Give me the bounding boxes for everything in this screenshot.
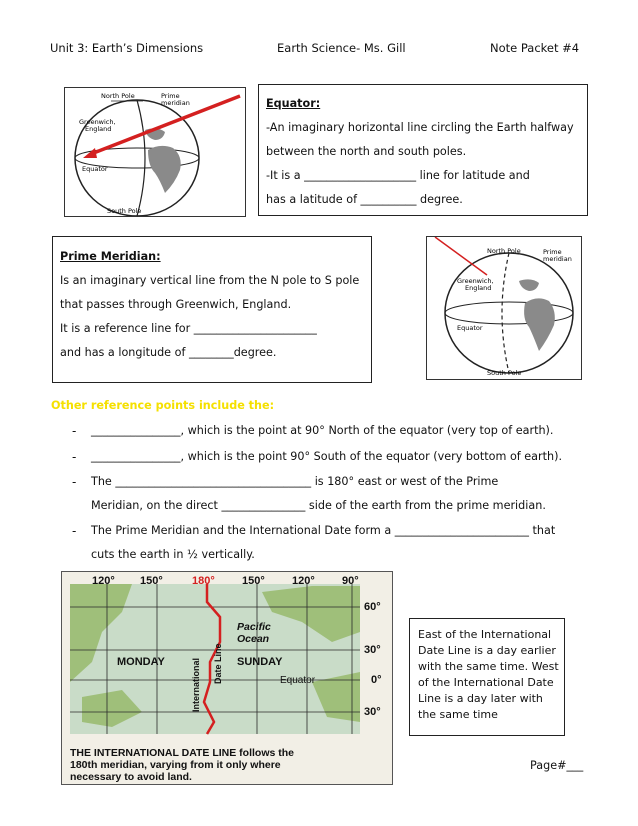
equator-line-3: -It is a ____________________ line for latitude and <box>266 169 530 182</box>
equator-line-1: -An imaginary horizontal line circling the Earth halfway <box>266 121 574 134</box>
globe-image-2 <box>426 236 582 380</box>
map-caption-1: THE INTERNATIONAL DATE LINE follows the <box>70 747 294 759</box>
bullet-dash-1: - <box>72 424 77 438</box>
globe2-prime-meridian-1: Prime <box>543 248 562 256</box>
globe2-greenwich-1: Greenwich, <box>457 277 494 285</box>
prime-line-1: Is an imaginary vertical line from the N pole to S pole <box>60 274 360 287</box>
lon-label-6: 90° <box>342 575 359 587</box>
lat-label-3: 0° <box>371 674 382 686</box>
south-pole-item: ________________, which is the point 90° South of the equator (very bottom of earth). <box>91 450 563 463</box>
prime-line-3: It is a reference line for ______________________ <box>60 322 317 335</box>
equator-line-4: has a latitude of __________ degree. <box>266 193 463 206</box>
north-pole-item: ________________, which is the point at 90° North of the equator (very top of earth). <box>91 424 554 437</box>
bullet-dash-4: - <box>72 524 77 538</box>
pacific-label-1: Pacific <box>237 621 271 633</box>
globe1-south-pole: South Pole <box>107 207 142 215</box>
lon-label-4: 150° <box>242 575 265 587</box>
globe-diagram-1 <box>65 88 245 216</box>
bullet-dash-3: - <box>72 475 77 489</box>
globe-diagram-2 <box>427 237 581 379</box>
lon-label-2: 150° <box>140 575 163 587</box>
header-packet: Note Packet #4 <box>490 41 580 55</box>
globe2-south-pole: South Pole <box>487 369 522 377</box>
lon-label-5: 120° <box>292 575 315 587</box>
monday-label: MONDAY <box>117 656 165 668</box>
globe-image-1 <box>64 87 246 217</box>
lat-label-4: 30° <box>364 706 381 718</box>
date-line-note-box <box>409 618 565 736</box>
prime-line-4: and has a longitude of ________degree. <box>60 346 277 359</box>
idl-item-line-2: Meridian, on the direct _______________ side of the earth from the prime meridian. <box>91 499 546 512</box>
lon-label-3: 180° <box>192 575 215 587</box>
lon-label-1: 120° <box>92 575 115 587</box>
lat-label-1: 60° <box>364 601 381 613</box>
great-circle-item-line-2: cuts the earth in ½ vertically. <box>91 548 255 561</box>
globe1-prime-meridian-1: Prime <box>161 92 180 100</box>
header-course: Earth Science- Ms. Gill <box>277 41 406 55</box>
prime-line-2: that passes through Greenwich, England. <box>60 298 292 311</box>
globe1-greenwich-2: England <box>85 125 112 133</box>
map-equator-label: Equator <box>280 675 316 686</box>
prime-meridian-title: Prime Meridian: <box>60 250 161 263</box>
lat-label-2: 30° <box>364 644 381 656</box>
date-line-note-text: East of the International Date Line is a day earlier with the same time. West of the International Date Line is a day later with the same time <box>418 628 559 721</box>
idl-item-line-1: The ___________________________________ is 180° east or west of the Prime <box>91 475 499 488</box>
idl-vertical-label-2: Date Line <box>213 643 223 684</box>
great-circle-item-line-1: The Prime Meridian and the International Date form a ________________________ that <box>91 524 556 537</box>
globe1-north-pole: North Pole <box>101 92 135 100</box>
equator-line-2: between the north and south poles. <box>266 145 467 158</box>
page-number: Page#___ <box>530 759 584 772</box>
date-line-map-svg <box>62 572 392 784</box>
idl-vertical-label-1: International <box>191 657 201 712</box>
globe1-equator: Equator <box>82 165 108 173</box>
globe2-greenwich-2: England <box>465 284 492 292</box>
bullet-dash-2: - <box>72 450 77 464</box>
globe2-equator: Equator <box>457 324 483 332</box>
globe2-prime-meridian-2: meridian <box>543 255 572 263</box>
other-heading: Other reference points include the: <box>51 399 275 412</box>
globe2-north-pole: North Pole <box>487 247 521 255</box>
pacific-label-2: Ocean <box>237 633 270 645</box>
date-line-map <box>61 571 393 785</box>
globe1-greenwich-1: Greenwich, <box>79 118 116 126</box>
map-caption-3: necessary to avoid land. <box>70 771 192 783</box>
header-unit: Unit 3: Earth’s Dimensions <box>50 41 204 55</box>
map-caption-2: 180th meridian, varying from it only where <box>70 759 281 771</box>
globe1-prime-meridian-2: meridian <box>161 99 190 107</box>
sunday-label: SUNDAY <box>237 656 283 668</box>
equator-title: Equator: <box>266 97 321 110</box>
